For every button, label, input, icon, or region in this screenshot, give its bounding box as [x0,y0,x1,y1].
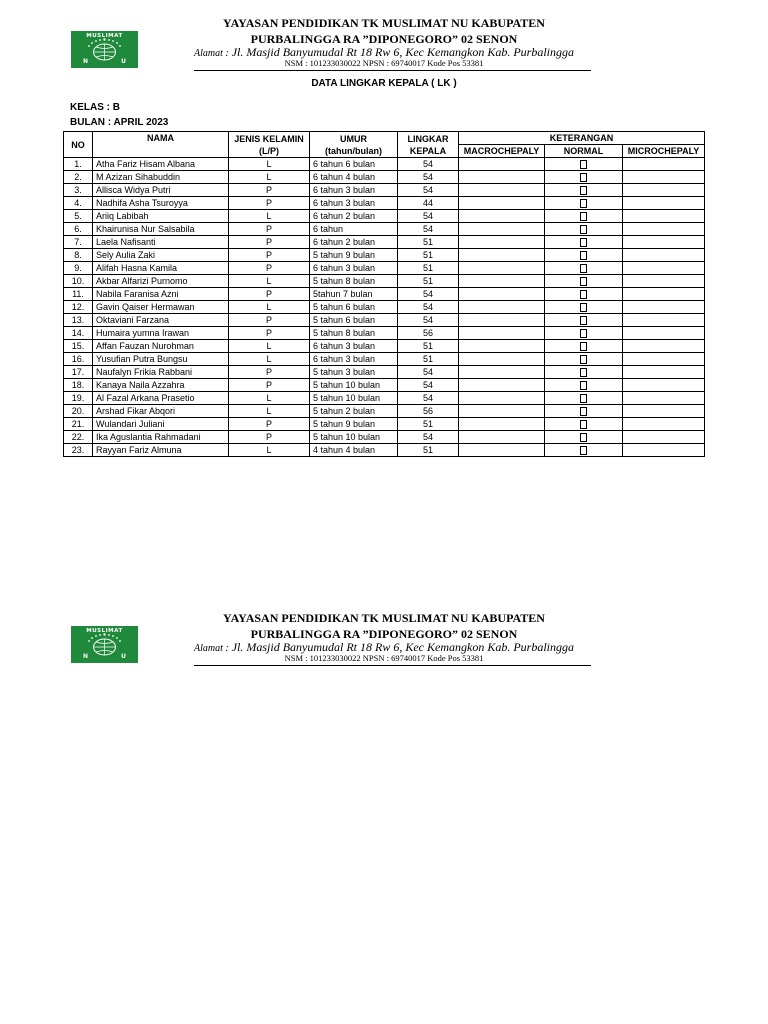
row-number: 23. [64,444,93,457]
age: 6 tahun 4 bulan [310,171,398,184]
letterhead [0,14,768,84]
age: 5 tahun 2 bulan [310,405,398,418]
microcephaly-cell [623,171,705,184]
macrocephaly-cell [459,431,545,444]
table-row [64,223,705,236]
row-number: 21. [64,418,93,431]
checkmark-icon [580,446,587,455]
microcephaly-cell [623,379,705,392]
header-macrocephaly: MACROCHEPALY [459,145,545,158]
macrocephaly-cell [459,366,545,379]
table-row [64,210,705,223]
gender: P [229,366,310,379]
microcephaly-cell [623,288,705,301]
header-age [310,132,398,158]
head-circumference: 56 [398,405,459,418]
checkmark-icon [580,212,587,221]
letterhead-repeat [0,609,768,679]
table-row [64,171,705,184]
checkmark-icon [580,238,587,247]
table-row [64,158,705,171]
checkmark-icon [580,199,587,208]
student-name: Affan Fauzan Nurohman [93,340,229,353]
student-name: Khairunisa Nur Salsabila [93,223,229,236]
macrocephaly-cell [459,340,545,353]
age: 6 tahun 3 bulan [310,197,398,210]
header-gender-line2: (L/P) [259,145,279,156]
checkmark-icon [580,264,587,273]
row-number: 3. [64,184,93,197]
checkmark-icon [580,290,587,299]
table-row [64,418,705,431]
gender: P [229,314,310,327]
normal-cell [545,301,623,314]
student-name: Humaira yumna Irawan [93,327,229,340]
head-circumference: 54 [398,288,459,301]
class-label: KELAS : B [70,102,120,113]
student-name: Atha Fariz Hisam Albana [93,158,229,171]
gender: L [229,353,310,366]
gender: P [229,223,310,236]
age: 6 tahun 2 bulan [310,210,398,223]
head-circumference: 54 [398,379,459,392]
row-number: 20. [64,405,93,418]
address-prefix: Alamat : [193,643,229,654]
macrocephaly-cell [459,223,545,236]
normal-cell [545,158,623,171]
age: 6 tahun 3 bulan [310,184,398,197]
logo-text: MUSLIMAT [86,33,123,39]
student-name: Ika Aguslantia Rahmadani [93,431,229,444]
age: 5 tahun 8 bulan [310,327,398,340]
letterhead-line1: YAYASAN PENDIDIKAN TK MUSLIMAT NU KABUPATEN [223,611,545,625]
student-name: Wulandari Juliani [93,418,229,431]
row-number: 7. [64,236,93,249]
gender: L [229,301,310,314]
microcephaly-cell [623,210,705,223]
normal-cell [545,418,623,431]
row-number: 18. [64,379,93,392]
age: 5 tahun 10 bulan [310,392,398,405]
row-number: 6. [64,223,93,236]
checkmark-icon [580,368,587,377]
gender: P [229,431,310,444]
gender: P [229,184,310,197]
document-title: DATA LINGKAR KEPALA ( LK ) [311,78,457,89]
student-name: Kanaya Naila Azzahra [93,379,229,392]
head-circumference: 51 [398,262,459,275]
microcephaly-cell [623,275,705,288]
header-head-circumference [398,132,459,158]
normal-cell [545,327,623,340]
macrocephaly-cell [459,327,545,340]
head-circumference: 54 [398,210,459,223]
letterhead-nsm: NSM : 101233030022 NPSN : 69740017 Kode Pos 53381 [284,653,484,663]
head-circumference: 54 [398,392,459,405]
head-circumference: 51 [398,353,459,366]
gender: L [229,405,310,418]
table-row [64,392,705,405]
macrocephaly-cell [459,405,545,418]
microcephaly-cell [623,392,705,405]
normal-cell [545,431,623,444]
microcephaly-cell [623,431,705,444]
normal-cell [545,197,623,210]
gender: P [229,327,310,340]
age: 6 tahun 3 bulan [310,262,398,275]
checkmark-icon [580,329,587,338]
checkmark-icon [580,316,587,325]
microcephaly-cell [623,236,705,249]
gender: P [229,288,310,301]
age: 5 tahun 10 bulan [310,379,398,392]
microcephaly-cell [623,197,705,210]
student-name: Al Fazal Arkana Prasetio [93,392,229,405]
age: 6 tahun 2 bulan [310,236,398,249]
checkmark-icon [580,433,587,442]
student-name: Alifah Hasna Kamila [93,262,229,275]
letterhead-line2: PURBALINGGA RA ”DIPONEGORO” 02 SENON [250,627,518,641]
row-number: 10. [64,275,93,288]
normal-cell [545,249,623,262]
head-circumference: 44 [398,197,459,210]
head-circumference: 51 [398,418,459,431]
student-name: Allisca Widya Putri [93,184,229,197]
checkmark-icon [580,277,587,286]
microcephaly-cell [623,158,705,171]
normal-cell [545,379,623,392]
header-remarks: KETERANGAN [459,132,705,145]
gender: L [229,340,310,353]
age: 6 tahun 3 bulan [310,353,398,366]
checkmark-icon [580,420,587,429]
student-name: Naufalyn Frikia Rabbani [93,366,229,379]
address-prefix: Alamat : [193,48,229,59]
microcephaly-cell [623,353,705,366]
age: 5 tahun 10 bulan [310,431,398,444]
microcephaly-cell [623,223,705,236]
macrocephaly-cell [459,236,545,249]
table-row [64,184,705,197]
student-name: Laela Nafisanti [93,236,229,249]
normal-cell [545,171,623,184]
macrocephaly-cell [459,301,545,314]
head-circumference: 54 [398,314,459,327]
table-row [64,444,705,457]
microcephaly-cell [623,340,705,353]
gender: P [229,236,310,249]
head-circumference: 51 [398,275,459,288]
normal-cell [545,288,623,301]
gender: L [229,275,310,288]
age: 6 tahun [310,223,398,236]
table-row [64,327,705,340]
student-name: Nabila Faranisa Azni [93,288,229,301]
month-label: BULAN : APRIL 2023 [70,117,169,128]
header-name: NAMA [93,132,229,158]
table-row [64,314,705,327]
head-circumference: 54 [398,171,459,184]
microcephaly-cell [623,327,705,340]
address-text: Jl. Masjid Banyumudal Rt 18 Rw 6, Kec Kemangkon Kab. Purbalingga [231,45,575,59]
header-hc-line1: LINGKAR [407,133,449,144]
macrocephaly-cell [459,158,545,171]
normal-cell [545,184,623,197]
student-name: Akbar Alfarizi Purnomo [93,275,229,288]
microcephaly-cell [623,301,705,314]
row-number: 9. [64,262,93,275]
macrocephaly-cell [459,288,545,301]
row-number: 11. [64,288,93,301]
student-name: Arshad Fikar Abqori [93,405,229,418]
age: 5 tahun 6 bulan [310,314,398,327]
row-number: 8. [64,249,93,262]
letterhead-divider [194,70,591,71]
macrocephaly-cell [459,379,545,392]
header-age-line2: (tahun/bulan) [325,145,382,156]
microcephaly-cell [623,262,705,275]
normal-cell [545,405,623,418]
table-row [64,236,705,249]
row-number: 17. [64,366,93,379]
normal-cell [545,340,623,353]
head-circumference: 51 [398,340,459,353]
logo-letter-u: U [121,58,126,65]
macrocephaly-cell [459,353,545,366]
logo-letter-n: N [83,58,89,65]
macrocephaly-cell [459,249,545,262]
checkmark-icon [580,394,587,403]
normal-cell [545,210,623,223]
row-number: 2. [64,171,93,184]
student-name: Nadhifa Asha Tsuroyya [93,197,229,210]
letterhead-line2: PURBALINGGA RA ”DIPONEGORO” 02 SENON [250,32,518,46]
logo-letter-u: U [121,653,126,660]
microcephaly-cell [623,444,705,457]
checkmark-icon [580,342,587,351]
header-age-line1: UMUR [340,133,367,144]
student-name: Ariiq Labibah [93,210,229,223]
head-circumference: 51 [398,249,459,262]
checkmark-icon [580,251,587,260]
table-row [64,249,705,262]
table-row [64,431,705,444]
student-name: Oktaviani Farzana [93,314,229,327]
age: 5tahun 7 bulan [310,288,398,301]
gender: L [229,158,310,171]
head-circumference: 51 [398,236,459,249]
table-row [64,197,705,210]
checkmark-icon [580,381,587,390]
microcephaly-cell [623,249,705,262]
checkmark-icon [580,303,587,312]
table-row [64,366,705,379]
microcephaly-cell [623,405,705,418]
gender: P [229,418,310,431]
age: 4 tahun 4 bulan [310,444,398,457]
row-number: 1. [64,158,93,171]
normal-cell [545,444,623,457]
head-circumference: 54 [398,301,459,314]
table-row [64,262,705,275]
letterhead-nsm: NSM : 101233030022 NPSN : 69740017 Kode Pos 53381 [284,58,484,68]
table-row [64,288,705,301]
normal-cell [545,353,623,366]
macrocephaly-cell [459,262,545,275]
header-gender [229,132,310,158]
age: 5 tahun 3 bulan [310,366,398,379]
age: 6 tahun 6 bulan [310,158,398,171]
age: 5 tahun 9 bulan [310,249,398,262]
macrocephaly-cell [459,444,545,457]
row-number: 5. [64,210,93,223]
checkmark-icon [580,407,587,416]
macrocephaly-cell [459,210,545,223]
row-number: 16. [64,353,93,366]
macrocephaly-cell [459,197,545,210]
student-name: Yusufian Putra Bungsu [93,353,229,366]
table-row [64,379,705,392]
header-hc-line2: KEPALA [409,145,447,156]
letterhead-divider [194,665,591,666]
macrocephaly-cell [459,392,545,405]
macrocephaly-cell [459,314,545,327]
logo-letter-n: N [83,653,89,660]
gender: L [229,392,310,405]
gender: L [229,210,310,223]
checkmark-icon [580,355,587,364]
normal-cell [545,314,623,327]
table-row [64,301,705,314]
header-gender-line1: JENIS KELAMIN [234,133,304,144]
row-number: 14. [64,327,93,340]
head-circumference: 54 [398,158,459,171]
checkmark-icon [580,225,587,234]
gender: P [229,379,310,392]
student-name: Sely Aulia Zaki [93,249,229,262]
checkmark-icon [580,160,587,169]
table-row [64,275,705,288]
age: 5 tahun 8 bulan [310,275,398,288]
row-number: 4. [64,197,93,210]
age: 6 tahun 3 bulan [310,340,398,353]
checkmark-icon [580,186,587,195]
gender: P [229,197,310,210]
head-circumference: 54 [398,366,459,379]
age: 5 tahun 9 bulan [310,418,398,431]
row-number: 13. [64,314,93,327]
macrocephaly-cell [459,275,545,288]
address-text: Jl. Masjid Banyumudal Rt 18 Rw 6, Kec Kemangkon Kab. Purbalingga [231,640,575,654]
head-circumference: 54 [398,223,459,236]
normal-cell [545,366,623,379]
normal-cell [545,223,623,236]
header-microcephaly: MICROCHEPALY [623,145,705,158]
gender: L [229,444,310,457]
row-number: 12. [64,301,93,314]
macrocephaly-cell [459,184,545,197]
head-circumference: 54 [398,184,459,197]
gender: P [229,262,310,275]
table-row [64,340,705,353]
macrocephaly-cell [459,418,545,431]
letterhead-line1: YAYASAN PENDIDIKAN TK MUSLIMAT NU KABUPATEN [223,16,545,30]
header-normal: NORMAL [545,145,623,158]
row-number: 15. [64,340,93,353]
table-body [64,158,705,457]
table-row [64,405,705,418]
microcephaly-cell [623,314,705,327]
normal-cell [545,275,623,288]
head-circumference: 56 [398,327,459,340]
gender: P [229,249,310,262]
student-name: M Azizan Sihabuddin [93,171,229,184]
microcephaly-cell [623,418,705,431]
student-name: Gavin Qaiser Hermawan [93,301,229,314]
age: 5 tahun 6 bulan [310,301,398,314]
normal-cell [545,392,623,405]
student-name: Rayyan Fariz Almuna [93,444,229,457]
microcephaly-cell [623,184,705,197]
row-number: 19. [64,392,93,405]
gender: L [229,171,310,184]
checkmark-icon [580,173,587,182]
normal-cell [545,236,623,249]
row-number: 22. [64,431,93,444]
head-circumference-table [63,131,705,457]
normal-cell [545,262,623,275]
head-circumference: 54 [398,431,459,444]
table-row [64,353,705,366]
macrocephaly-cell [459,171,545,184]
head-circumference: 51 [398,444,459,457]
logo-text: MUSLIMAT [86,628,123,634]
microcephaly-cell [623,366,705,379]
header-no: NO [64,132,93,158]
